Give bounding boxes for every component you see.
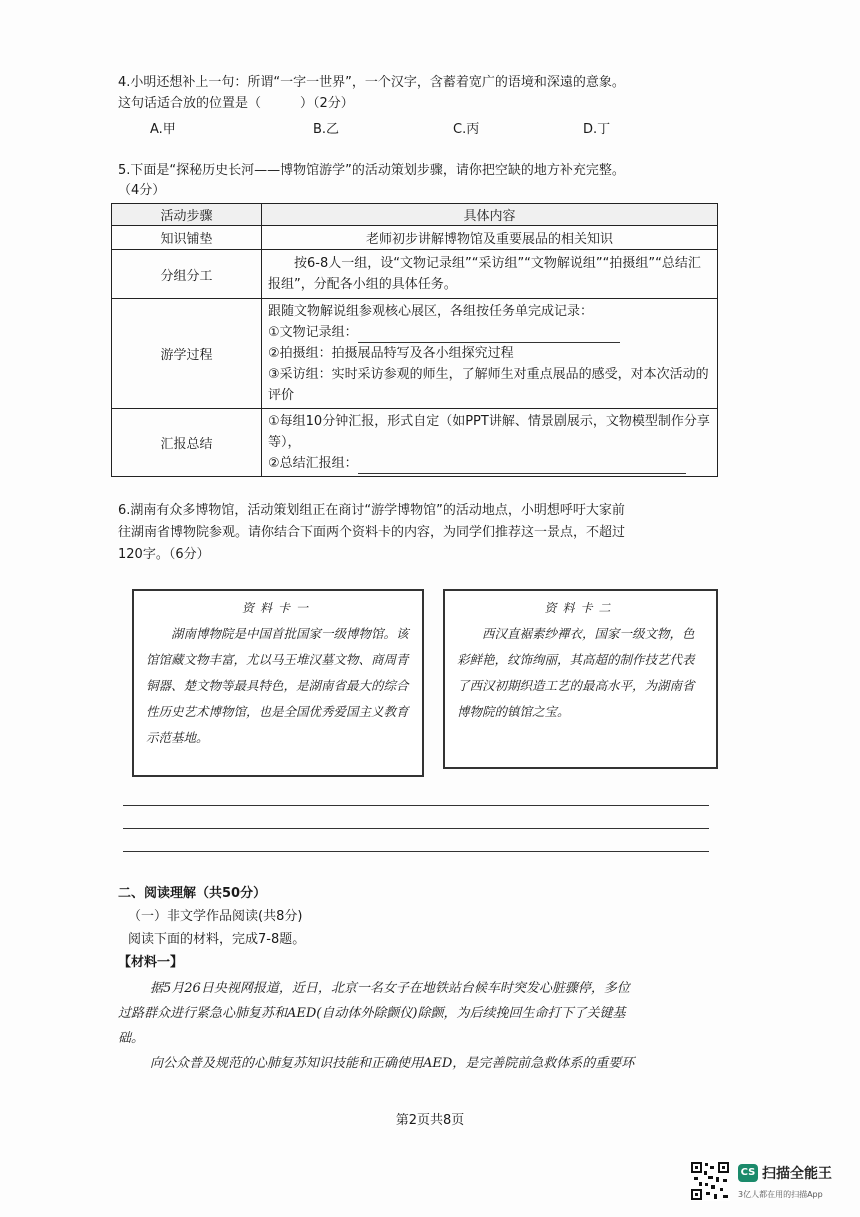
- row-step: 分组分工: [112, 250, 262, 299]
- fill-blank[interactable]: [358, 328, 620, 343]
- row-content: 老师初步讲解博物馆及重要展品的相关知识: [262, 226, 718, 250]
- info-card-1: [132, 589, 424, 777]
- row-content-text: ②拍摄组：拍摄展品特写及各小组探究过程: [268, 346, 514, 361]
- subsection-title: （一）非文学作品阅读(共8分): [128, 909, 303, 924]
- info-card-body: 西汉直裾素纱襌衣，国家一级文物，色彩鲜艳，纹饰绚丽，其高超的制作技艺代表了西汉初期织造工艺的最高水平，为湖南省博物院的镇馆之宝。: [457, 626, 695, 719]
- q4-options: [0, 118, 860, 136]
- row-content-text: 跟随文物解说组参观核心展区，各组按任务单完成记录：: [268, 304, 594, 319]
- answer-line[interactable]: [123, 851, 709, 852]
- blank-label: ①文物记录组：: [268, 325, 358, 340]
- q4-option-d: D.丁: [583, 122, 611, 137]
- camscanner-logo-icon: CS: [738, 1164, 758, 1182]
- activity-plan-table: [111, 203, 718, 477]
- paragraph-line: 据5月26日央视网报道，近日，北京一名女子在地铁站台候车时突发心脏骤停，多位: [150, 981, 630, 996]
- q4-option-b: B.乙: [313, 122, 340, 137]
- row-content-blank-line: [268, 322, 711, 343]
- blank-label: ②总结汇报组：: [268, 456, 358, 471]
- page-number: 第2页共8页: [395, 1113, 465, 1128]
- table-row: [112, 299, 718, 409]
- row-content-text: ①每组10分钟汇报，形式自定（如PPT讲解、情景剧展示，文物模型制作分享等），: [268, 414, 710, 450]
- scanner-app-slogan: 3亿人都在用的扫描App: [738, 1190, 823, 1199]
- q4-line1: 4.小明还想补上一句：所谓“一字一世界”，一个汉字，含蓄着宽广的语境和深遠的意象。: [118, 75, 625, 90]
- scanner-app-name: 扫描全能王: [762, 1166, 832, 1182]
- paragraph-line: 向公众普及规范的心肺复苏知识技能和正确使用AED，是完善院前急救体系的重要环: [150, 1056, 635, 1071]
- row-step: 知识铺垫: [112, 226, 262, 250]
- info-card-2: [443, 589, 718, 769]
- paragraph-line: 过路群众进行紧急心肺复苏和AED(自动体外除颤仪)除颤，为后续挽回生命打下了关键基: [118, 1006, 626, 1021]
- row-content-blank-line: [268, 453, 711, 474]
- row-step: 游学过程: [112, 299, 262, 409]
- answer-line[interactable]: [123, 805, 709, 806]
- section-title: 二、阅读理解（共50分）: [118, 886, 267, 901]
- info-card-title: 资料卡一: [241, 601, 314, 615]
- reading-instruction: 阅读下面的材料，完成7-8题。: [128, 932, 306, 947]
- table-header-row: [112, 204, 718, 226]
- info-card-title: 资料卡二: [544, 601, 617, 615]
- q5-line1: 5.下面是“探秘历史长河——博物馆游学”的活动策划步骤，请你把空缺的地方补充完整。: [118, 163, 625, 178]
- q6-line1: 6.湖南有众多博物馆，活动策划组正在商讨“游学博物馆”的活动地点，小明想呼吁大家前: [118, 503, 625, 518]
- table-row: [112, 226, 718, 250]
- info-card-body: 湖南博物院是中国首批国家一级博物馆。该馆馆藏文物丰富，尤以马王堆汉墓文物、商周青铜器、楚文物等最具特色，是湖南省最大的综合性历史艺术博物馆，也是全国优秀爱国主义教育示范基地。: [146, 626, 409, 745]
- header-step: 活动步骤: [112, 204, 262, 226]
- table-row: [112, 250, 718, 299]
- q4-option-a: A.甲: [150, 122, 176, 137]
- qr-code-icon: [690, 1161, 730, 1201]
- q4-line2: 这句话适合放的位置是（ ）（2分）: [118, 96, 354, 111]
- fill-blank[interactable]: [358, 459, 686, 474]
- q4-option-c: C.丙: [453, 122, 480, 137]
- answer-line[interactable]: [123, 828, 709, 829]
- q5-score: （4分）: [118, 183, 166, 198]
- row-content: [262, 299, 718, 409]
- q6-line3: 120字。（6分）: [118, 547, 210, 562]
- row-content: [262, 250, 718, 299]
- row-content: [262, 409, 718, 477]
- paragraph-line: 础。: [118, 1031, 145, 1046]
- row-content-text: 按6-8人一组，设“文物记录组”“采访组”“文物解说组”“拍摄组”“总结汇报组”，分配各小组的具体任务。: [268, 256, 701, 292]
- row-step: 汇报总结: [112, 409, 262, 477]
- table-row: [112, 409, 718, 477]
- header-content: 具体内容: [262, 204, 718, 226]
- q6-line2: 往湖南省博物院参观。请你结合下面两个资料卡的内容，为同学们推荐这一景点，不超过: [118, 525, 626, 540]
- row-content-text: ③采访组：实时采访参观的师生，了解师生对重点展品的感受，对本次活动的评价: [268, 367, 709, 403]
- material-label: 【材料一】: [118, 955, 184, 970]
